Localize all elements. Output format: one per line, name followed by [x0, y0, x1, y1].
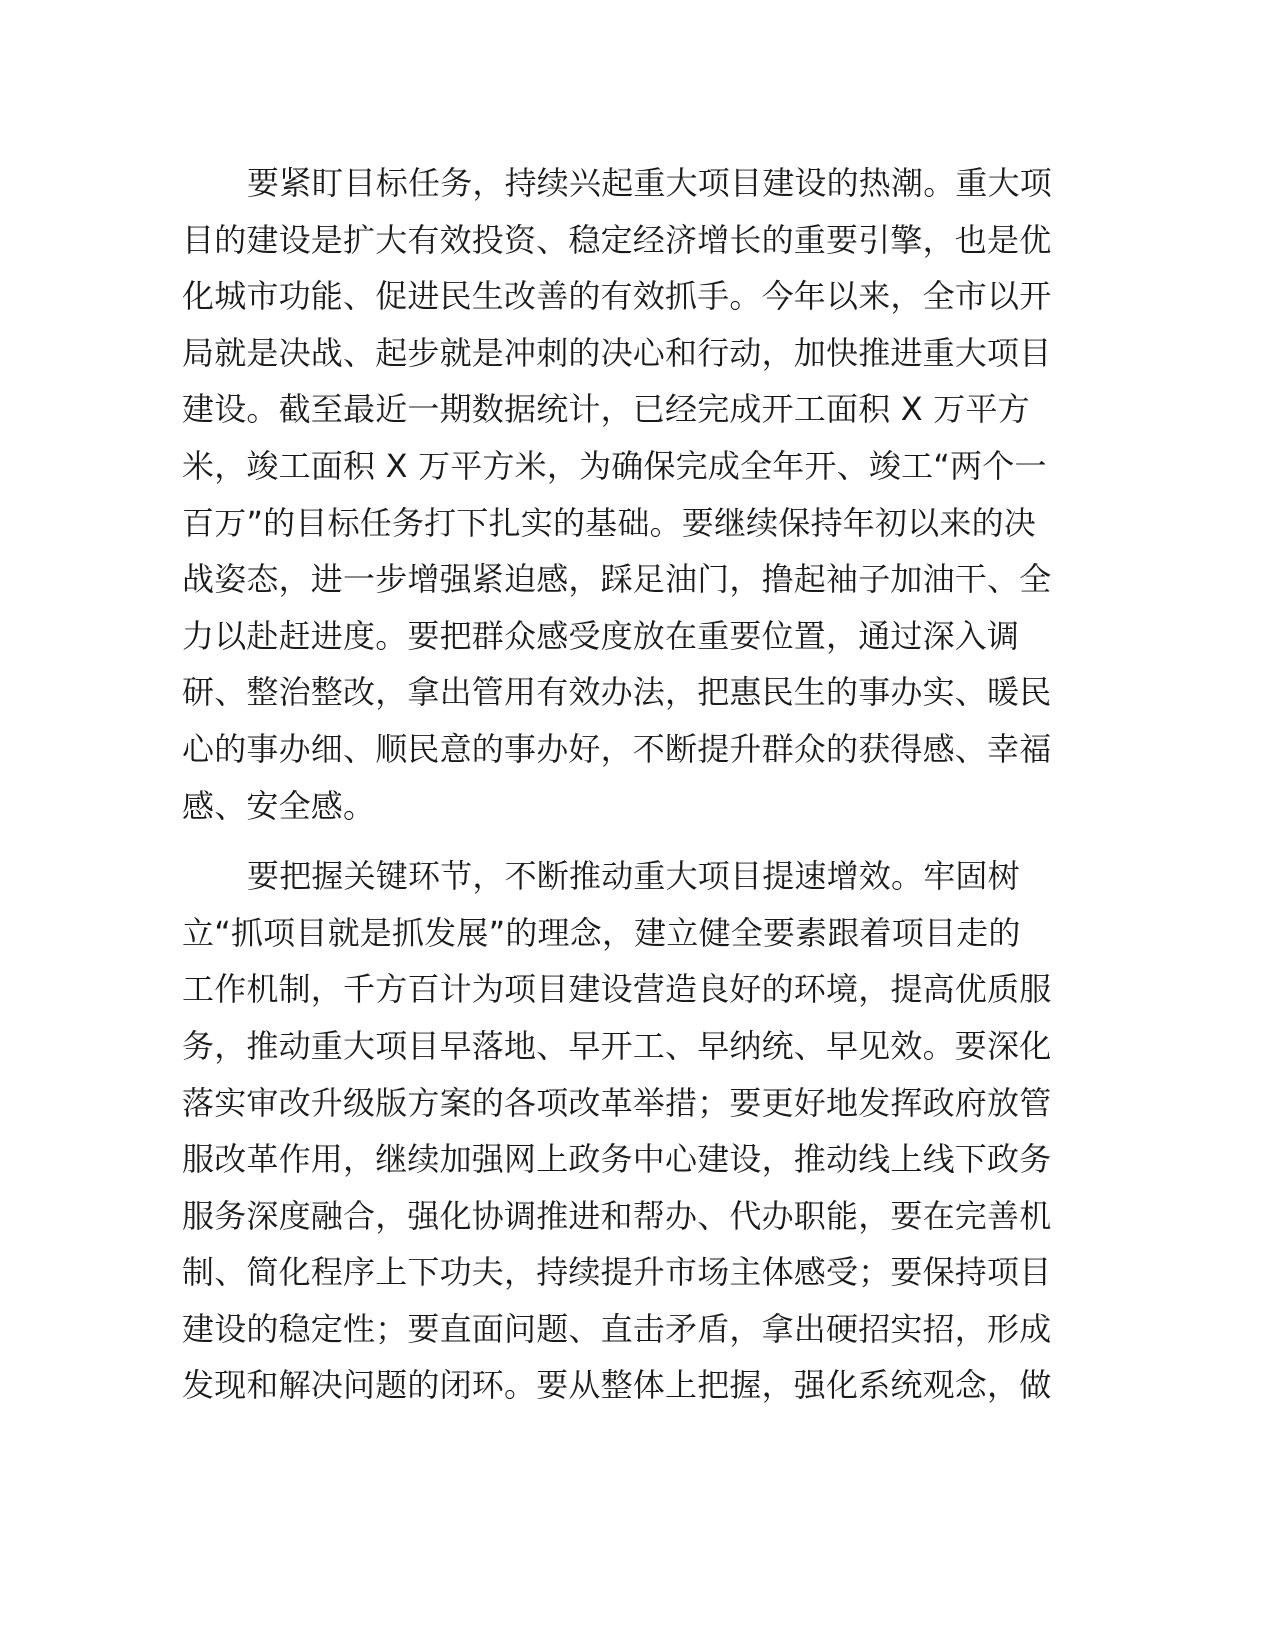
- document-body: [182, 155, 1082, 1414]
- paragraph-spacer: [182, 834, 1082, 848]
- paragraph-line: 建设。截至最近一期数据统计，已经完成开工面积 X 万平方: [182, 390, 1030, 429]
- paragraph-line: 立“抓项目就是抓发展”的理念，建立健全要素跟着项目走的: [182, 913, 1021, 952]
- paragraph-2: [182, 848, 1082, 1414]
- paragraph-line: 发现和解决问题的闭环。要从整体上把握，强化系统观念，做: [182, 1366, 1052, 1405]
- paragraph-line: 心的事办细、顺民意的事办好，不断提升群众的获得感、幸福: [182, 729, 1052, 768]
- paragraph-1: [182, 155, 1082, 834]
- paragraph-line: 服改革作用，继续加强网上政务中心建设，推动线上线下政务: [182, 1140, 1052, 1179]
- paragraph-line: 工作机制，千方百计为项目建设营造良好的环境，提高优质服: [182, 970, 1052, 1009]
- paragraph-line: 感、安全感。: [182, 786, 376, 825]
- paragraph-line: 落实审改升级版方案的各项改革举措；要更好地发挥政府放管: [182, 1083, 1052, 1122]
- paragraph-line: 米，竣工面积 X 万平方米，为确保完成全年开、竣工“两个一: [182, 446, 1047, 485]
- paragraph-line: 要把握关键环节，不断推动重大项目提速增效。牢固树: [247, 857, 1020, 896]
- paragraph-line: 服务深度融合，强化协调推进和帮办、代办职能，要在完善机: [182, 1196, 1052, 1235]
- paragraph-line: 制、简化程序上下功夫，持续提升市场主体感受；要保持项目: [182, 1253, 1052, 1292]
- paragraph-line: 要紧盯目标任务，持续兴起重大项目建设的热潮。重大项: [247, 164, 1053, 202]
- paragraph-line: 务，推动重大项目早落地、早开工、早纳统、早见效。要深化: [182, 1026, 1052, 1065]
- paragraph-line: 局就是决战、起步就是冲刺的决心和行动，加快推进重大项目: [182, 333, 1052, 372]
- paragraph-line: 战姿态，进一步增强紧迫感，踩足油门，撸起袖子加油干、全: [182, 560, 1052, 599]
- paragraph-line: 化城市功能、促进民生改善的有效抓手。今年以来，全市以开: [182, 277, 1052, 316]
- paragraph-line: 研、整治整改，拿出管用有效办法，把惠民生的事办实、暖民: [182, 673, 1052, 712]
- paragraph-line: 目的建设是扩大有效投资、稳定经济增长的重要引擎，也是优: [182, 220, 1052, 259]
- paragraph-line: 力以赴赶进度。要把群众感受度放在重要位置，通过深入调: [182, 616, 1020, 655]
- paragraph-line: 建设的稳定性；要直面问题、直击矛盾，拿出硬招实招，形成: [182, 1309, 1052, 1348]
- paragraph-line: 百万”的目标任务打下扎实的基础。要继续保持年初以来的决: [182, 503, 1036, 542]
